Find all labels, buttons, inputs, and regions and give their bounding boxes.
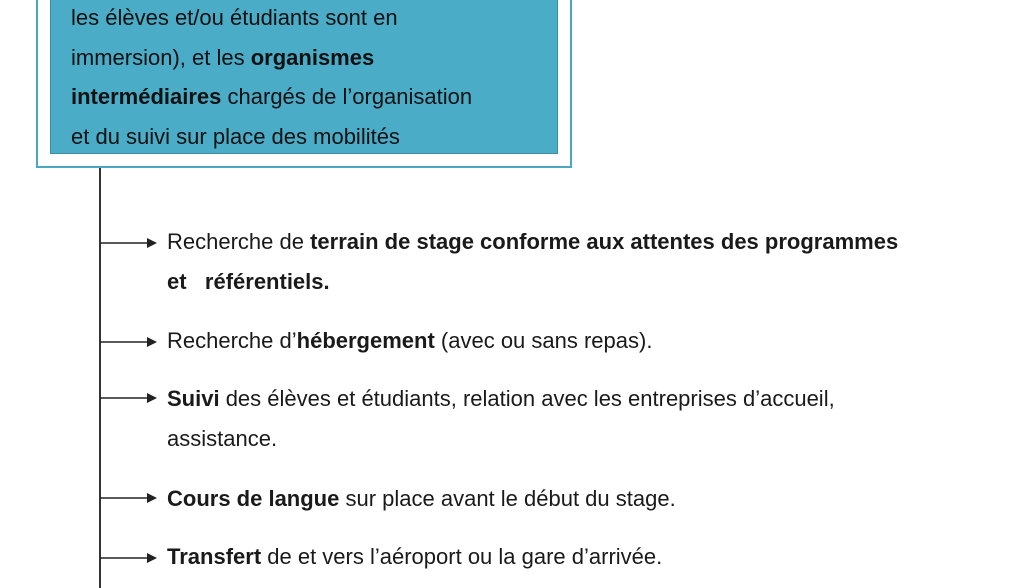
list-item-text bbox=[167, 222, 997, 301]
box-line-4: et du suivi sur place des mobilités bbox=[71, 123, 400, 149]
box-line-2-normal: immersion), et les bbox=[71, 44, 251, 70]
item-2-suffix: (avec ou sans repas). bbox=[434, 328, 653, 353]
list-item-text bbox=[167, 379, 997, 458]
item-5-bold: Transfert bbox=[167, 544, 262, 569]
item-2-prefix: Recherche d’ bbox=[167, 328, 297, 353]
box-line-2-bold: organismes bbox=[250, 44, 375, 70]
box-line-1: les élèves et/ou étudiants sont en bbox=[71, 5, 398, 30]
item-2-bold: hébergement bbox=[296, 328, 435, 353]
item-3-bold: Suivi bbox=[167, 386, 220, 411]
item-4-bold: Cours de langue bbox=[167, 486, 340, 511]
box-text bbox=[71, 0, 541, 156]
arrow-right-icon bbox=[100, 491, 158, 505]
organisms-description-box bbox=[50, 0, 558, 154]
arrow-right-icon bbox=[100, 236, 158, 250]
arrow-right-icon bbox=[100, 551, 158, 565]
arrow-right-icon bbox=[100, 391, 158, 405]
item-1-prefix: Recherche de bbox=[167, 229, 311, 254]
list-item-text bbox=[167, 479, 997, 519]
box-line-3-bold: intermédiaires bbox=[71, 84, 222, 109]
item-1-bold: terrain de stage conforme aux attentes des programmes bbox=[310, 229, 899, 254]
item-3-suffix: des élèves et étudiants, relation avec les entreprises d’accueil, bbox=[219, 386, 835, 411]
vertical-connector-line bbox=[99, 168, 101, 588]
item-1-line2: et référentiels. bbox=[167, 268, 330, 294]
box-line-3-normal: chargés de l’organisation bbox=[221, 84, 473, 109]
item-5-suffix: de et vers l’aéroport ou la gare d’arrivée. bbox=[261, 544, 663, 569]
item-4-suffix: sur place avant le début du stage. bbox=[339, 486, 676, 511]
arrow-right-icon bbox=[100, 335, 158, 349]
list-item-text bbox=[167, 321, 997, 361]
item-3-line2: assistance. bbox=[167, 425, 278, 451]
list-item-text bbox=[167, 537, 997, 577]
